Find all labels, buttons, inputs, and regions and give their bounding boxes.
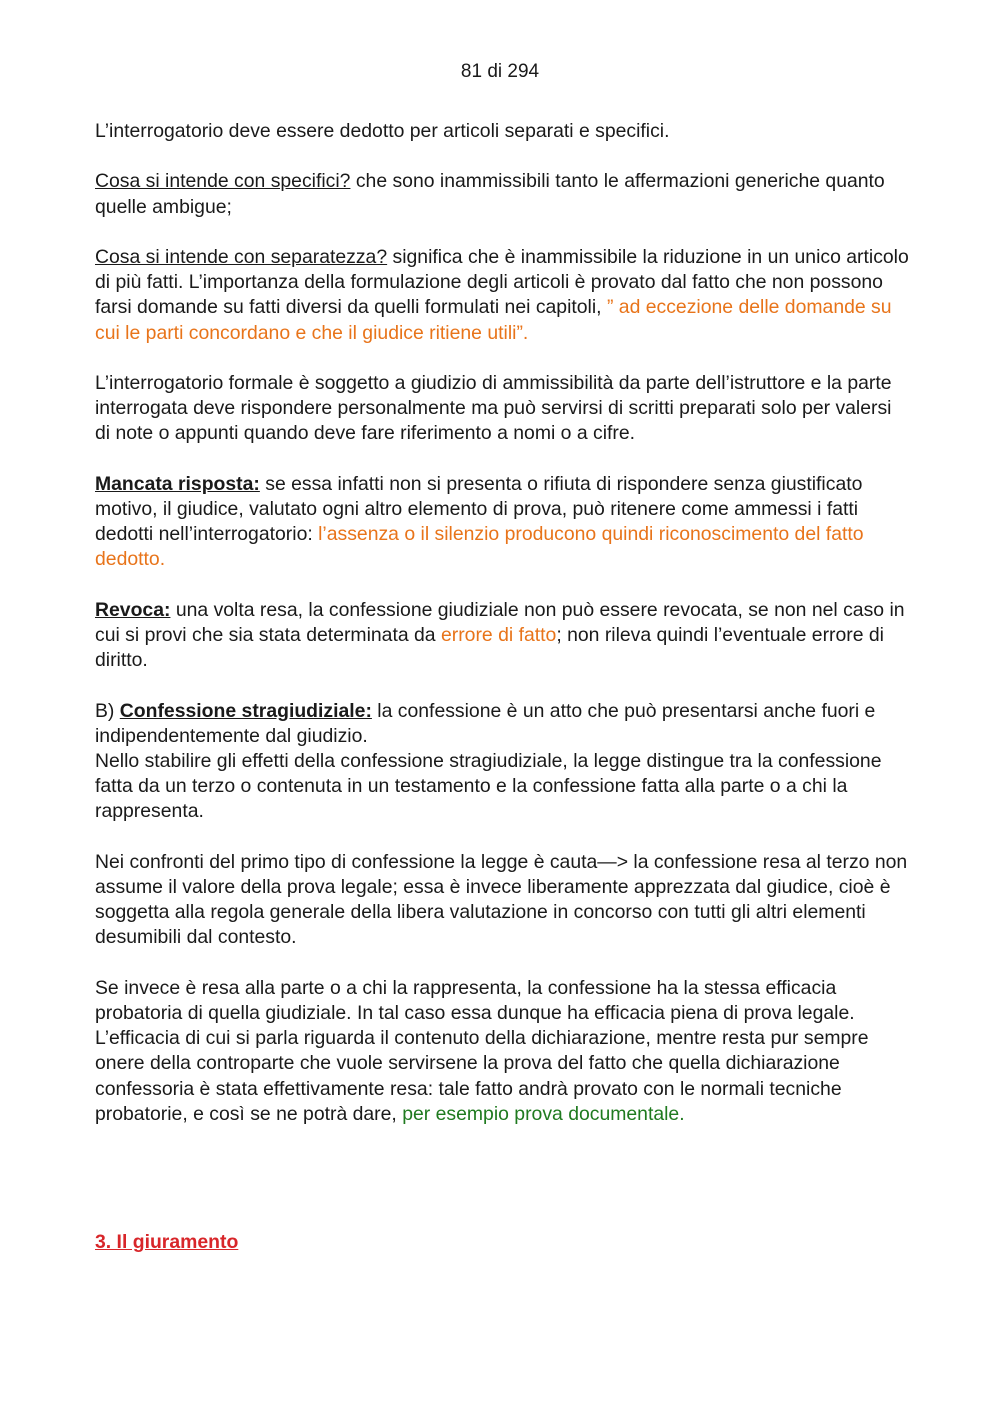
paragraph-mancata-risposta: [95, 472, 910, 573]
paragraph-text: Se invece è resa alla parte o a chi la rappresenta, la confessione ha la stessa efficacia probatoria di quella giudiziale. In tal caso essa dunque ha efficacia piena di prova legale. L’efficacia di cui si parla riguarda il contenuto della dichiarazione, mentre resta pur sempre onere della controparte che vuole servirsene la prova del fatto che quella dichiarazione confessoria è stata effettivamente resa: tale fatto andrà provato con le normali tecniche probatorie, e così se ne potrà dare,: [95, 976, 869, 1125]
document-body: [95, 119, 910, 1152]
list-prefix: B): [95, 699, 120, 722]
highlighted-text: errore di fatto: [440, 623, 557, 646]
paragraph-text: se essa infatti non si presenta o rifiuta di rispondere senza giustificato motivo, il giudice, valutato ogni altro elemento di prova, può ritenere come ammessi i fatti dedotti nell’interrogatorio:: [95, 472, 863, 546]
paragraph-interrogatorio-formale: L’interrogatorio formale è soggetto a giudizio di ammissibilità da parte dell’istruttore e la parte interrogata deve rispondere personalmente ma può servirsi di scritti preparati solo per valersi di note o appunti quando deve fare riferimento a nomi o a cifre.: [95, 371, 892, 445]
paragraph-revoca: [95, 598, 910, 674]
paragraph-separatezza: [95, 245, 910, 346]
highlighted-text: ” ad eccezione delle domande su cui le parti concordano e che il giudice ritiene utili”.: [95, 296, 892, 344]
paragraph-interrogatorio-intro: L’interrogatorio deve essere dedotto per articoli separati e specifici.: [95, 120, 670, 142]
section-heading: 3. Il giuramento: [95, 1231, 239, 1253]
paragraph-text: ; non rileva quindi l’eventuale errore di diritto.: [95, 623, 884, 672]
paragraph-text: una volta resa, la confessione giudiziale non può essere revocata, se non nel caso in cui si provi che sia stata determinata da: [95, 598, 905, 646]
paragraph-specifici: [95, 169, 910, 219]
paragraph-text: la confessione è un atto che può presentarsi anche fuori e indipendentemente dal giudizio.: [95, 699, 876, 747]
paragraph-text: significa che è inammissibile la riduzione in un unico articolo di più fatti. L’importanza della formulazione degli articoli è provato dal fatto che non possono farsi domande su fatti diversi da quelli formulati nei capitoli,: [95, 245, 909, 319]
paragraph-resa-alla-parte: [95, 976, 910, 1127]
term-label-revoca: Revoca:: [95, 598, 171, 621]
highlighted-text: per esempio prova documentale.: [402, 1102, 685, 1125]
term-label-mancata-risposta: Mancata risposta:: [95, 472, 260, 495]
page-number: 81 di 294: [460, 61, 540, 82]
term-label-confessione-stragiudiziale: Confessione stragiudiziale:: [119, 699, 372, 722]
paragraph-text: che sono inammissibili tanto le affermazioni generiche quanto quelle ambigue;: [95, 170, 885, 218]
paragraph-primo-tipo: Nei confronti del primo tipo di confessione la legge è cauta—> la confessione resa al terzo non assume il valore della prova legale; essa è invece liberamente apprezzata dal giudice, cioè è soggetta alla regola generale della libera valutazione in concorso con tutti gli altri elementi desumibili dal contesto.: [95, 850, 908, 949]
highlighted-text: l’assenza o il silenzio producono quindi riconoscimento del fatto dedotto.: [95, 523, 864, 571]
question-label-specifici: Cosa si intende con specifici?: [95, 170, 351, 193]
question-label-separatezza: Cosa si intende con separatezza?: [95, 245, 388, 268]
paragraph-confessione-stragiudiziale: [95, 699, 910, 749]
paragraph-effetti: Nello stabilire gli effetti della confessione stragiudiziale, la legge distingue tra la confessione fatta da un terzo o contenuta in un testamento e la confessione fatta alla parte o a chi la rappresenta.: [95, 749, 882, 823]
